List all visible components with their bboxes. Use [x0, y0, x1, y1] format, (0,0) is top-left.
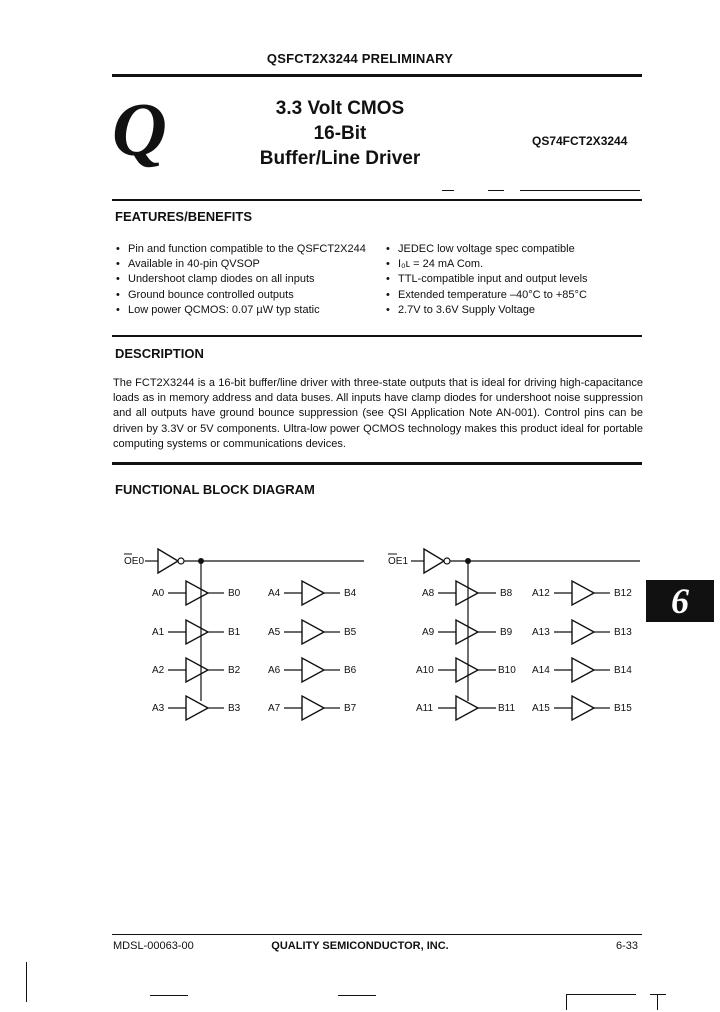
buffer-icon: [572, 581, 594, 605]
enable-label-text: OE0: [124, 556, 145, 567]
diagram-heading: FUNCTIONAL BLOCK DIAGRAM: [115, 482, 315, 497]
part-number: QS74FCT2X3244: [532, 134, 628, 148]
footer-page-number: 6-33: [616, 940, 639, 952]
scan-mark: [650, 994, 666, 995]
product-title-line-2: 16-Bit: [313, 123, 367, 144]
enable-label-text: OE1: [388, 556, 409, 567]
input-label: A8: [422, 588, 435, 599]
enable-group-0: [124, 549, 364, 720]
inversion-bubble-icon: [178, 558, 184, 564]
buffer-icon: [302, 696, 324, 720]
scan-mark: [338, 995, 376, 996]
page-header-title: QSFCT2X3244 PRELIMINARY: [266, 51, 454, 66]
output-label: B2: [228, 665, 241, 676]
diagram-rule: [112, 462, 642, 465]
output-label: B1: [228, 627, 241, 638]
functional-block-diagram: [0, 535, 720, 735]
output-label: B11: [498, 703, 516, 714]
output-label: B3: [228, 703, 241, 714]
output-label: B14: [614, 665, 632, 676]
input-label: A12: [532, 588, 550, 599]
input-label: A2: [152, 665, 165, 676]
buffer-icon: [456, 696, 478, 720]
section-tab: [646, 580, 714, 622]
feature-item: • TTL-compatible input and output levels: [384, 272, 588, 287]
scan-mark: [26, 962, 27, 1002]
buffer-icon: [456, 581, 478, 605]
description-heading: DESCRIPTION: [115, 346, 204, 361]
description-rule: [112, 335, 642, 337]
input-label: A15: [532, 703, 550, 714]
scan-mark: [488, 190, 504, 191]
feature-item: • Low power QCMOS: 0.07 µW typ static: [114, 303, 366, 318]
output-label: B0: [228, 588, 241, 599]
buffer-icon: [302, 620, 324, 644]
feature-item: • 2.7V to 3.6V Supply Voltage: [384, 303, 588, 318]
feature-item: • Available in 40-pin QVSOP: [114, 257, 366, 272]
input-label: A4: [268, 588, 281, 599]
buffer-icon: [572, 696, 594, 720]
output-label: B4: [344, 588, 357, 599]
input-label: A9: [422, 627, 435, 638]
output-label: B13: [614, 627, 632, 638]
product-title: [220, 96, 460, 171]
footer-company: QUALITY SEMICONDUCTOR, INC.: [271, 940, 449, 952]
buffer-icon: [302, 581, 324, 605]
input-label: A6: [268, 665, 281, 676]
enable-inverter-icon: [158, 549, 178, 573]
enable-inverter-icon: [424, 549, 444, 573]
company-logo: Q: [112, 88, 167, 172]
buffer-icon: [186, 581, 208, 605]
scan-mark: [150, 995, 188, 996]
scan-mark: [442, 190, 454, 191]
input-label: A14: [532, 665, 550, 676]
input-label: A10: [416, 665, 434, 676]
buffer-icon: [186, 620, 208, 644]
feature-item: • Undershoot clamp diodes on all inputs: [114, 272, 366, 287]
enable-group-1: [388, 549, 640, 720]
enable-label: [388, 556, 408, 567]
input-label: A13: [532, 627, 550, 638]
feature-item: • Pin and function compatible to the QSFCT2X244: [114, 242, 366, 257]
input-label: A3: [152, 703, 165, 714]
inversion-bubble-icon: [444, 558, 450, 564]
features-heading: FEATURES/BENEFITS: [115, 209, 252, 224]
scan-mark: [520, 190, 640, 191]
buffer-icon: [456, 658, 478, 682]
input-label: A11: [416, 703, 434, 714]
input-label: A7: [268, 703, 281, 714]
buffer-icon: [302, 658, 324, 682]
section-tab-label: 6: [671, 581, 689, 621]
scan-mark: [657, 994, 658, 1010]
feature-item: • JEDEC low voltage spec compatible: [384, 242, 588, 257]
output-label: B8: [500, 588, 513, 599]
buffer-icon: [572, 620, 594, 644]
features-rule: [112, 199, 642, 201]
product-title-line-3: Buffer/Line Driver: [259, 148, 421, 169]
output-label: B7: [344, 703, 357, 714]
features-list-right: [384, 242, 588, 318]
scan-mark: [566, 994, 567, 1010]
output-label: B6: [344, 665, 357, 676]
enable-label: [124, 556, 144, 567]
scan-mark: [566, 994, 636, 995]
buffer-icon: [456, 620, 478, 644]
buffer-icon: [572, 658, 594, 682]
buffer-icon: [186, 658, 208, 682]
features-list-left: [114, 242, 366, 318]
output-label: B9: [500, 627, 513, 638]
input-label: A1: [152, 627, 165, 638]
feature-item: • Extended temperature –40°C to +85°C: [384, 288, 588, 303]
feature-item: • Ground bounce controlled outputs: [114, 288, 366, 303]
footer-rule: [112, 934, 642, 935]
input-label: A0: [152, 588, 165, 599]
footer-doc-id: MDSL-00063-00: [113, 940, 194, 952]
feature-item: • I₀ʟ = 24 mA Com.: [384, 257, 588, 272]
header-rule: [112, 74, 642, 77]
output-label: B15: [614, 703, 632, 714]
output-label: B12: [614, 588, 632, 599]
product-title-line-1: 3.3 Volt CMOS: [275, 98, 405, 119]
description-text: The FCT2X3244 is a 16-bit buffer/line driver with three-state outputs that is ideal for driving high-capacitance loads as in memory address and data buses. All inputs have clamp diodes for undershoot noise suppression and all outputs have ground bounce suppression (see QSI Application Note AN-001). Control pins can be driven by 3.3V or 5V components. Ultra-low power QCMOS technology makes this product ideal for portable computing systems or communications devices.: [113, 377, 643, 450]
output-label: B10: [498, 665, 516, 676]
input-label: A5: [268, 627, 281, 638]
buffer-icon: [186, 696, 208, 720]
output-label: B5: [344, 627, 357, 638]
